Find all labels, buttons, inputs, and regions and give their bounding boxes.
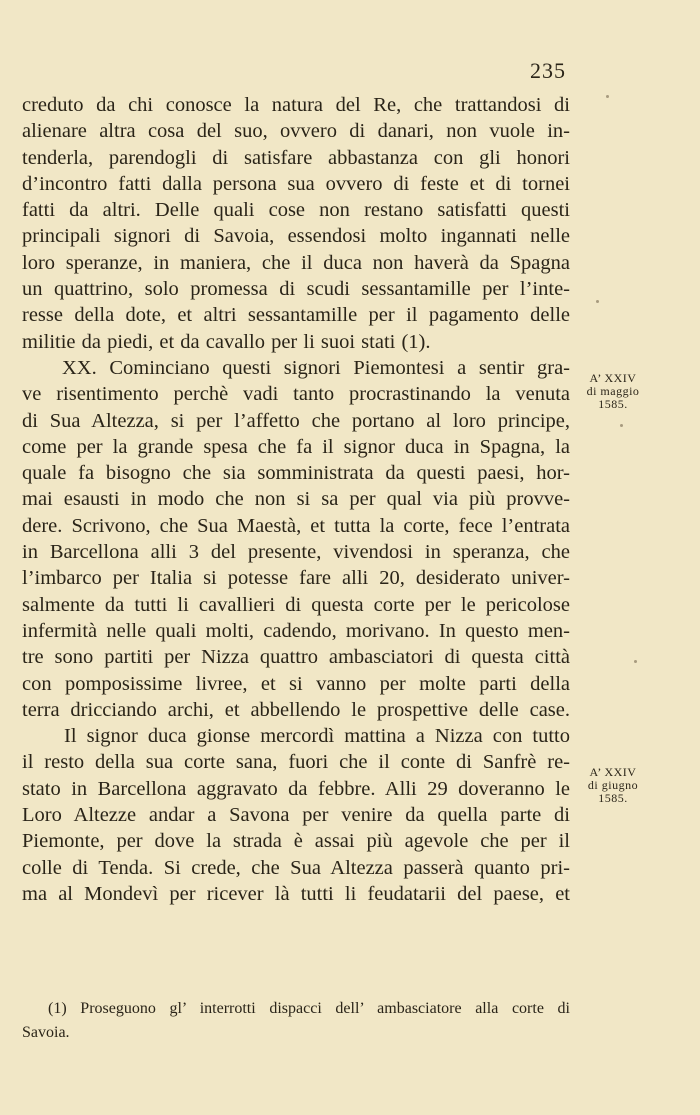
text-line: infermità nelle quali molti, cadendo, morivano. In questo men- bbox=[22, 619, 570, 642]
page-number: 235 bbox=[530, 58, 566, 83]
text-line: stato in Barcellona aggravato da febbre. Alli 29 doveranno le bbox=[22, 777, 570, 800]
text-line: alienare altra cosa del suo, ovvero di danari, non vuole in- bbox=[22, 120, 570, 143]
margin-note-line: A’ XXIV bbox=[589, 371, 637, 385]
text-line: Loro Altezze andar a Savona per venire da quella parte di bbox=[22, 804, 570, 827]
margin-note-line: 1585. bbox=[598, 791, 628, 805]
text-line: quale fa bisogno che sia somministrata da questi paesi, hor- bbox=[22, 462, 570, 485]
text-line: il resto della sua corte sana, fuori che il conte di Sanfrè re- bbox=[22, 751, 570, 774]
text-line: loro speranze, in maniera, che il duca non haverà da Spagna bbox=[22, 251, 570, 274]
text-line: resse della dote, et altri sessantamille per il pagamento delle bbox=[22, 304, 570, 327]
text-line: fatti da altri. Delle quali cose non restano satisfatti questi bbox=[22, 199, 570, 222]
text-line: principali signori di Savoia, essendosi molto ingannati nelle bbox=[22, 225, 570, 248]
text-line: dere. Scrivono, che Sua Maestà, et tutta la corte, fece l’entrata bbox=[22, 514, 570, 537]
footnote-line: Savoia. bbox=[22, 1024, 70, 1041]
footnote-line: (1) Proseguono gl’ interrotti dispacci dell’ ambasciatore alla corte di bbox=[48, 1000, 570, 1017]
body-text bbox=[22, 92, 570, 907]
paper-speck bbox=[620, 424, 623, 427]
text-line: tre sono partiti per Nizza quattro ambasciatori di questa città bbox=[22, 646, 570, 669]
text-line: di Sua Altezza, si per l’affetto che portano al loro principe, bbox=[22, 409, 570, 432]
margin-note-may bbox=[578, 372, 648, 411]
margin-note-june bbox=[578, 766, 648, 805]
text-line: creduto da chi conosce la natura del Re, che trattandosi di bbox=[22, 94, 570, 116]
text-line: con pomposissime livree, et si vanno per molte parti della bbox=[22, 672, 570, 695]
margin-note-line: A’ XXIV bbox=[589, 765, 637, 779]
text-line: tenderla, parendogli di satisfare abbastanza con gli honori bbox=[22, 146, 570, 169]
paper-speck bbox=[606, 95, 609, 98]
text-line: mai esausti in modo che non si sa per qual via più provve- bbox=[22, 488, 570, 511]
margin-note-line: di maggio bbox=[586, 384, 640, 398]
text-line: Piemonte, per dove la strada è assai più agevole che per il bbox=[22, 830, 570, 853]
paper-speck bbox=[596, 300, 599, 303]
text-line: terra dricciando archi, et abbellendo le prospettive delle case. bbox=[22, 698, 570, 721]
text-line: ve risentimento perchè vadi tanto procrastinando la venuta bbox=[22, 383, 570, 406]
text-line: l’imbarco per Italia si potesse fare alli 20, desiderato univer- bbox=[22, 567, 570, 590]
text-line: colle di Tenda. Si crede, che Sua Altezza passerà quanto pri- bbox=[22, 856, 570, 879]
margin-note-line: di giugno bbox=[587, 778, 639, 792]
footnote bbox=[22, 997, 570, 1045]
text-line: in Barcellona alli 3 del presente, vivendosi in speranza, che bbox=[22, 541, 570, 564]
paragraph-start-line: Il signor duca gionse mercordì mattina a Nizza con tutto bbox=[64, 725, 570, 748]
text-line: un quattrino, solo promessa di scudi sessantamille per l’inte- bbox=[22, 278, 570, 301]
text-line: come per la grande spesa che fa il signor duca in Spagna, la bbox=[22, 435, 570, 458]
section-heading-line: XX. Cominciano questi signori Piemontesi a sentir gra- bbox=[62, 356, 570, 379]
text-line: ma al Mondevì per ricever là tutti li feudatarii del paese, et bbox=[22, 882, 570, 905]
paper-speck bbox=[634, 660, 637, 663]
text-line: salmente da tutti li cavallieri di questa corte per le pericolose bbox=[22, 593, 570, 616]
margin-note-line: 1585. bbox=[598, 397, 628, 411]
text-line: militie da piedi, et da cavallo per li suoi stati (1). bbox=[22, 330, 431, 353]
text-line: d’incontro fatti dalla persona sua ovvero di feste et di tornei bbox=[22, 172, 570, 195]
